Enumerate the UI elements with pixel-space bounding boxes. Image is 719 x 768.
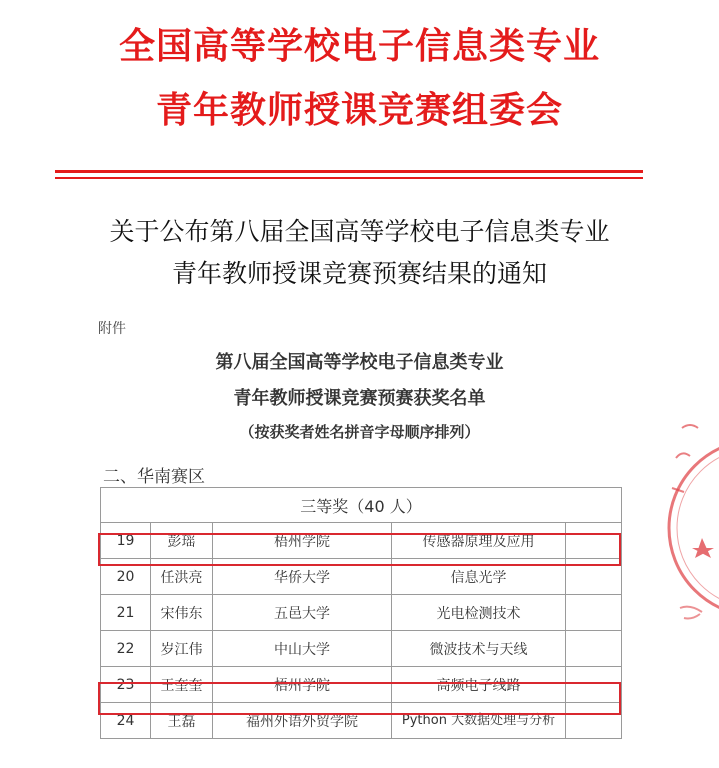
- list-title-line2: 青年教师授课竞赛预赛获奖名单: [233, 388, 486, 409]
- seal-graphic: [662, 368, 719, 638]
- row-number: 21: [101, 595, 151, 631]
- row-course: 微波技术与天线: [392, 631, 566, 667]
- list-subtitle: （按获奖者姓名拼音字母顺序排列）: [239, 423, 480, 441]
- row-empty-cell: [566, 595, 622, 631]
- notice-title-line1: 关于公布第八届全国高等学校电子信息类专业: [109, 217, 610, 246]
- row-school: 中山大学: [213, 631, 392, 667]
- row-school: 华侨大学: [213, 559, 392, 595]
- row-course: 信息光学: [392, 559, 566, 595]
- table-row: [101, 595, 622, 631]
- row-empty-cell: [566, 631, 622, 667]
- official-seal-partial: [662, 368, 719, 638]
- row-name: 岁江伟: [151, 631, 213, 667]
- header-rule-thin: [55, 177, 643, 179]
- row-number: 23: [101, 667, 151, 703]
- row-school: 福州外语外贸学院: [213, 703, 392, 739]
- header-rule-thick: [55, 170, 643, 173]
- row-name: 彭瑶: [151, 523, 213, 559]
- row-number: 20: [101, 559, 151, 595]
- row-school: 梧州学院: [213, 667, 392, 703]
- row-name: 王磊: [151, 703, 213, 739]
- award-header-row: [101, 488, 622, 523]
- row-course: Python 大数据处理与分析: [392, 703, 566, 739]
- organizer-title-line2: 青年教师授课竞赛组委会: [155, 89, 563, 131]
- attachment-label: 附件: [98, 321, 126, 337]
- row-school: 五邑大学: [213, 595, 392, 631]
- notice-title-line2: 青年教师授课竞赛预赛结果的通知: [171, 259, 547, 288]
- highlight-box-row-23: [98, 682, 621, 715]
- highlight-box-row-19: [98, 533, 621, 566]
- row-name: 王奎奎: [151, 667, 213, 703]
- row-number: 19: [101, 523, 151, 559]
- award-header: 三等奖（40 人）: [101, 488, 622, 523]
- row-school: 梧州学院: [213, 523, 392, 559]
- row-number: 22: [101, 631, 151, 667]
- list-title-line1: 第八届全国高等学校电子信息类专业: [215, 352, 504, 373]
- row-number: 24: [101, 703, 151, 739]
- row-name: 任洪亮: [151, 559, 213, 595]
- region-heading: 二、华南赛区: [103, 467, 205, 487]
- organizer-title-line1: 全国高等学校电子信息类专业: [118, 25, 600, 67]
- row-course: 传感器原理及应用: [392, 523, 566, 559]
- table-row: [101, 631, 622, 667]
- row-course: 高频电子线路: [392, 667, 566, 703]
- row-name: 宋伟东: [151, 595, 213, 631]
- row-course: 光电检测技术: [392, 595, 566, 631]
